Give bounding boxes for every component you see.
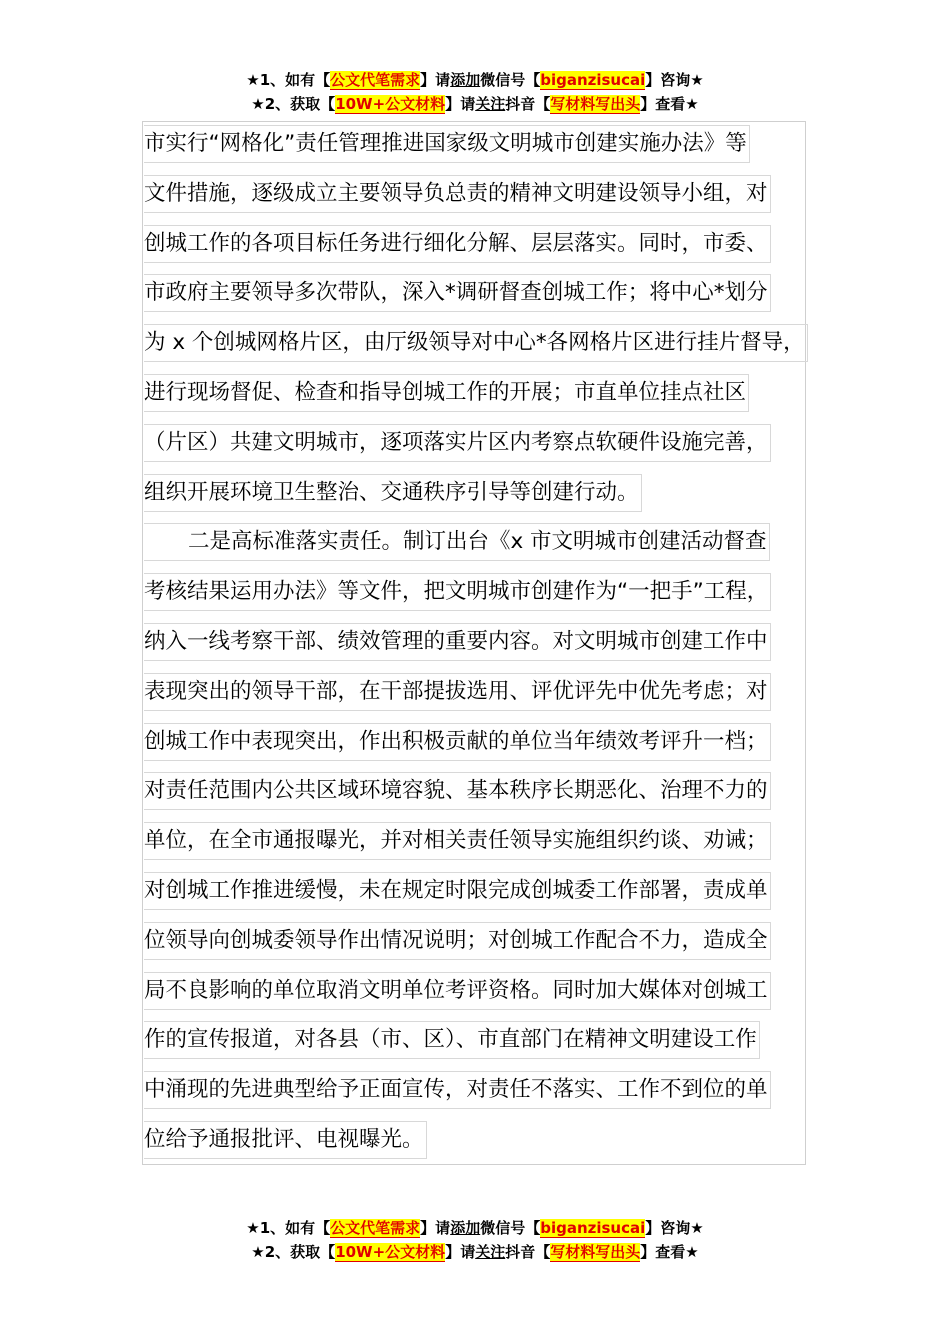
- text-line: 位给予通报批评、电视曝光。: [144, 1121, 844, 1171]
- text-line: 对创城工作推进缓慢，未在规定时限完成创城委工作部署，责成单: [144, 872, 844, 922]
- banner-highlight-materials: 10W+公文材料: [335, 95, 446, 113]
- text-line: 考核结果运用办法》等文件，把文明城市创建作为“一把手”工程，: [144, 573, 844, 623]
- banner-text: 抖音【: [505, 1243, 551, 1261]
- banner-highlight-materials: 10W+公文材料: [335, 1243, 446, 1261]
- footer-banner: [0, 1216, 950, 1264]
- banner-highlight-douyin-account: 写材料写出头: [550, 95, 641, 113]
- banner-text: 】请: [420, 1219, 451, 1237]
- banner-line-1: [0, 68, 950, 92]
- banner-underlined-text: 添加: [450, 71, 481, 89]
- banner-text: 】请: [445, 1243, 476, 1261]
- banner-text: 】请: [420, 71, 451, 89]
- text-line: 市政府主要领导多次带队，深入*调研督查创城工作；将中心*划分: [144, 274, 844, 324]
- banner-text: 】查看★: [640, 95, 699, 113]
- banner-text: 】咨询★: [645, 71, 704, 89]
- banner-underlined-text: 关注: [475, 95, 506, 113]
- text-line: 创城工作中表现突出，作出积极贡献的单位当年绩效考评升一档；: [144, 723, 844, 773]
- banner-line-2: [0, 1240, 950, 1264]
- text-line: （片区）共建文明城市，逐项落实片区内考察点软硬件设施完善，: [144, 424, 844, 474]
- text-line: 对责任范围内公共区域环境容貌、基本秩序长期恶化、治理不力的: [144, 772, 844, 822]
- text-line: 单位，在全市通报曝光，并对相关责任领导实施组织约谈、劝诫；: [144, 822, 844, 872]
- banner-highlight-wechat-id: biganzisucai: [540, 71, 646, 89]
- text-line: 中涌现的先进典型给予正面宣传，对责任不落实、工作不到位的单: [144, 1071, 844, 1121]
- text-line: 纳入一线考察干部、绩效管理的重要内容。对文明城市创建工作中: [144, 623, 844, 673]
- banner-text: 微信号【: [480, 71, 541, 89]
- banner-text: 】查看★: [640, 1243, 699, 1261]
- banner-highlight-douyin-account: 写材料写出头: [550, 1243, 641, 1261]
- banner-text: ★2、获取【: [251, 1243, 336, 1261]
- text-line: 进行现场督促、检查和指导创城工作的开展；市直单位挂点社区: [144, 374, 844, 424]
- banner-highlight-service: 公文代笔需求: [330, 71, 421, 89]
- text-line: 局不良影响的单位取消文明单位考评资格。同时加大媒体对创城工: [144, 972, 844, 1022]
- text-line: 为 x 个创城网格片区，由厅级领导对中心*各网格片区进行挂片督导，: [144, 324, 844, 374]
- banner-text: ★2、获取【: [251, 95, 336, 113]
- banner-underlined-text: 添加: [450, 1219, 481, 1237]
- banner-text: ★1、如有【: [246, 1219, 331, 1237]
- document-body: [144, 125, 844, 1171]
- banner-highlight-wechat-id: biganzisucai: [540, 1219, 646, 1237]
- banner-text: 抖音【: [505, 95, 551, 113]
- paragraph-start-line: 二是高标准落实责任。制订出台《x 市文明城市创建活动督查: [144, 523, 844, 573]
- text-line: 作的宣传报道，对各县（市、区）、市直部门在精神文明建设工作: [144, 1021, 844, 1071]
- header-banner: [0, 68, 950, 116]
- banner-underlined-text: 关注: [475, 1243, 506, 1261]
- text-line: 组织开展环境卫生整治、交通秩序引导等创建行动。: [144, 474, 844, 524]
- text-line: 创城工作的各项目标任务进行细化分解、层层落实。同时，市委、: [144, 225, 844, 275]
- banner-line-2: [0, 92, 950, 116]
- banner-text: ★1、如有【: [246, 71, 331, 89]
- banner-highlight-service: 公文代笔需求: [330, 1219, 421, 1237]
- text-line: 市实行“网格化”责任管理推进国家级文明城市创建实施办法》等: [144, 125, 844, 175]
- banner-text: 】咨询★: [645, 1219, 704, 1237]
- text-line: 位领导向创城委领导作出情况说明；对创城工作配合不力，造成全: [144, 922, 844, 972]
- text-line: 表现突出的领导干部，在干部提拔选用、评优评先中优先考虑；对: [144, 673, 844, 723]
- banner-text: 微信号【: [480, 1219, 541, 1237]
- banner-line-1: [0, 1216, 950, 1240]
- banner-text: 】请: [445, 95, 476, 113]
- text-line: 文件措施，逐级成立主要领导负总责的精神文明建设领导小组，对: [144, 175, 844, 225]
